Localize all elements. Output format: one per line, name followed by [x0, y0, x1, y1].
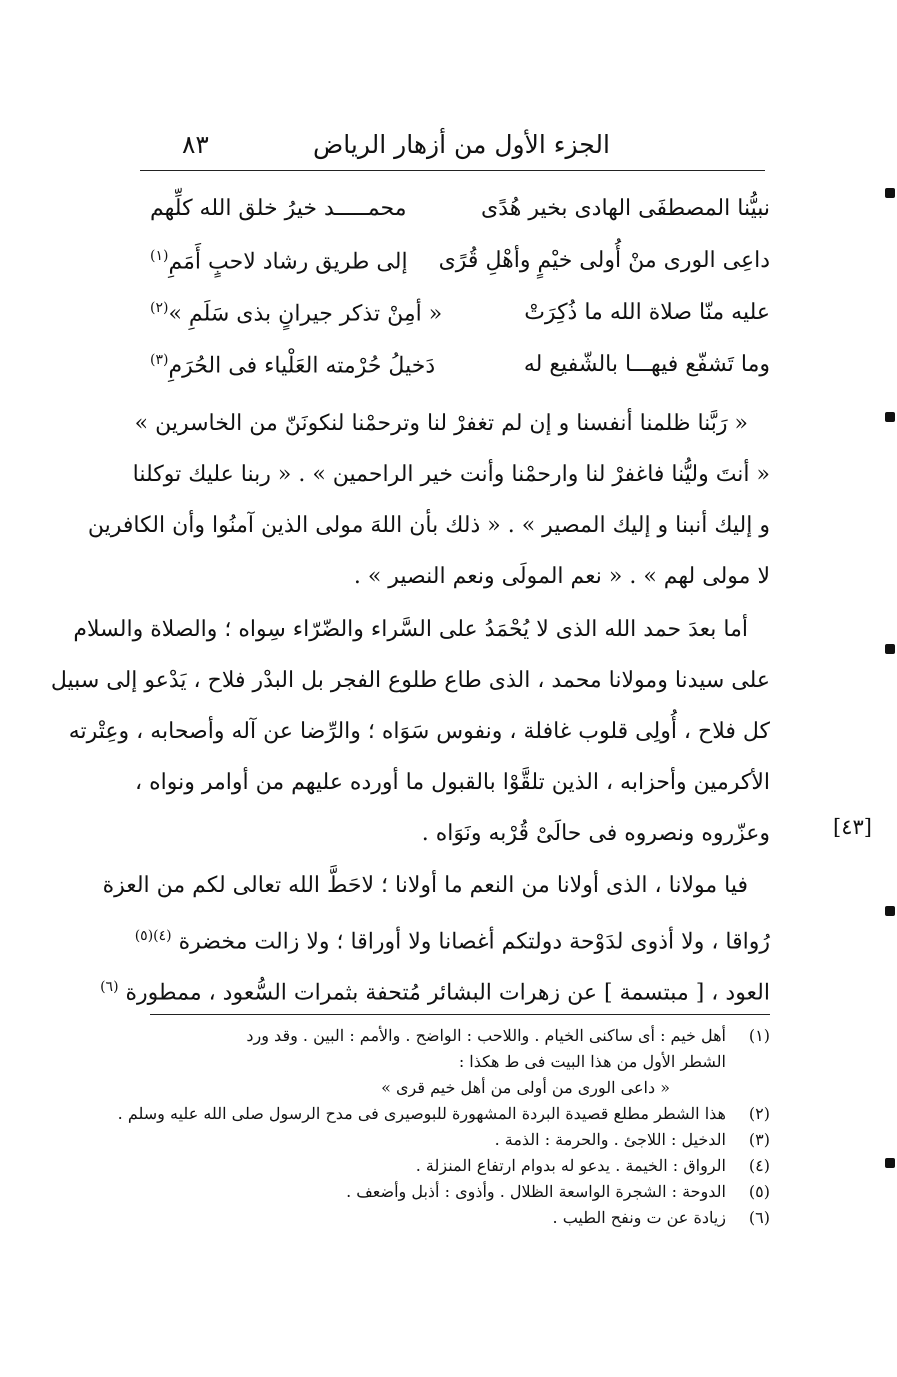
- verse-second-hemistich: [150, 196, 450, 221]
- text-line: لا مولى لهم » . « نعم المولَى ونعم النصير » .: [353, 564, 770, 589]
- footnote: [150, 1153, 770, 1179]
- verse-line: [150, 292, 770, 348]
- footnote: [150, 1179, 770, 1205]
- edge-marker: [885, 906, 895, 916]
- text-line: [134, 911, 770, 962]
- verse-line: [150, 188, 770, 244]
- verse-first-hemistich: عليه منّا صلاة الله ما ذُكِرَتْ: [524, 300, 770, 325]
- footnote-number: (٢): [748, 1104, 770, 1123]
- verse-second-hemistich: [150, 352, 450, 378]
- footnote-number: (٦): [748, 1208, 770, 1227]
- footnote-ref: (٦): [100, 979, 119, 995]
- footnote-ref: (٣): [150, 352, 169, 368]
- hemistich-text: « أمِنْ تذكر جيرانٍ بذى سَلَمِ »: [168, 301, 443, 327]
- footnote-text: زيادة عن ت ونفح الطيب .: [552, 1208, 726, 1227]
- verse-line: [150, 344, 770, 400]
- footnote: [150, 1205, 770, 1231]
- footnote-text: هذا الشطر مطلع قصيدة البردة المشهورة للبوصيرى فى مدح الرسول صلى الله عليه وسلم .: [117, 1104, 726, 1123]
- footnote-text: الرواق : الخيمة . يدعو له بدوام ارتفاع المنزلة .: [415, 1156, 726, 1175]
- verse-line: [150, 240, 770, 296]
- footnote-quote: « داعى الورى من أولى من أهل خيم قرى »: [381, 1078, 670, 1097]
- paragraph-praise: [50, 604, 770, 859]
- footnote-number: (٣): [748, 1130, 770, 1149]
- text-line: فيا مولانا ، الذى أولانا من النعم ما أولانا ؛ لاحَطَّ الله تعالى لكم من العزة: [102, 873, 748, 898]
- footnote: [150, 1127, 770, 1153]
- edge-marker: [885, 412, 895, 422]
- footnote-ref: (٢): [150, 300, 169, 316]
- footnote-number: (٥): [748, 1182, 770, 1201]
- text-line: و إليك أنبنا و إليك المصير » . « ذلك بأن اللهَ مولى الذين آمنُوا وأن الكافرين: [87, 513, 770, 538]
- quran-quotations: [87, 398, 770, 602]
- edge-marker: [885, 1158, 895, 1168]
- text-line: « رَبَّنا ظلمنا أنفسنا و إن لم تغفرْ لنا وترحمْنا لنكونَنّ من الخاسرين »: [134, 411, 748, 436]
- edge-marker: [885, 188, 895, 198]
- footnote: [117, 1101, 770, 1127]
- text-line: وعزّروه ونصروه فى حالَىْ قُرْبه ونَوَاه .: [421, 821, 770, 846]
- header-title: الجزء الأول من أزهار الرياض: [313, 130, 610, 159]
- paragraph-address: [100, 860, 770, 1013]
- hemistich-text: محمـــــد خيرُ خلق الله كلِّهم: [150, 196, 407, 221]
- verse-first-hemistich: نبيُّنا المصطفَى الهادى بخير هُدًى: [481, 196, 770, 221]
- footnote-number: (٤): [748, 1156, 770, 1175]
- text-line: أما بعدَ حمد الله الذى لا يُحْمَدُ على السَّراء والضّرّاء سِواه ؛ والصلاة والسلام: [73, 617, 748, 642]
- footnote-text: أهل خيم : أى ساكنى الخيام . واللاحب : الواضح . والأمم : البين . وقد ورد: [246, 1026, 726, 1045]
- page-number: ٨٣: [182, 130, 209, 159]
- hemistich-text: إلى طريق رشاد لاحبٍ أَمَمِ: [168, 249, 408, 275]
- running-header: [140, 118, 765, 171]
- footnote-ref: (١): [150, 248, 169, 264]
- footnote-text: الدوحة : الشجرة الواسعة الظلال . وأذوى : أذبل وأضعف .: [346, 1182, 726, 1201]
- text-line: على سيدنا ومولانا محمد ، الذى طاع طلوع الفجر بل البدْر فلاح ، يَدْعو إلى سبيل: [50, 668, 770, 693]
- footnote-continuation: الشطر الأول من هذا البيت فى ط هكذا :: [458, 1052, 726, 1071]
- footnote-number: (١): [748, 1026, 770, 1045]
- text-line: « أنتَ وليُّنا فاغفرْ لنا وارحمْنا وأنت خير الراحمين » . « ربنا عليك توكلنا: [132, 462, 770, 487]
- footnote: [150, 1023, 770, 1049]
- footnotes: [117, 1014, 770, 1231]
- verse-first-hemistich: داعِى الورى منْ أُولى خيْمٍ وأهْلِ قُرًى: [438, 248, 770, 273]
- verse-second-hemistich: [150, 300, 450, 326]
- text-line: الأكرمين وأحزابه ، الذين تلقَّوْا بالقبول ما أورده عليهم من أوامر ونواه ،: [134, 770, 770, 795]
- margin-page-marker: [٤٣]: [833, 815, 872, 839]
- verse-second-hemistich: [150, 248, 450, 274]
- line-text: رُواقا ، ولا أذوى لدَوْحة دولتكم أغصانا ولا أوراقا ؛ ولا زالت مخضرة: [178, 929, 770, 955]
- footnote-ref: (٤)(٥): [134, 928, 172, 944]
- hemistich-text: دَخيلُ حُرْمته العَلْياء فى الحُرَمِ: [168, 353, 436, 379]
- line-text: العود ، [ مبتسمة ] عن زهرات البشائر مُتحفة بثمرات السُّعود ، ممطورة: [125, 980, 770, 1006]
- text-line: كل فلاح ، أُولِى قلوب غافلة ، ونفوس سَوَاه ؛ والرِّضا عن آله وأصحابه ، وعِتْرته: [68, 719, 770, 744]
- footnote-text: الدخيل : اللاجئ . والحرمة : الذمة .: [494, 1130, 726, 1149]
- text-line: [100, 962, 770, 1013]
- edge-marker: [885, 644, 895, 654]
- verse-first-hemistich: وما تَشفّع فيهـــا بالشّفيع له: [523, 352, 770, 377]
